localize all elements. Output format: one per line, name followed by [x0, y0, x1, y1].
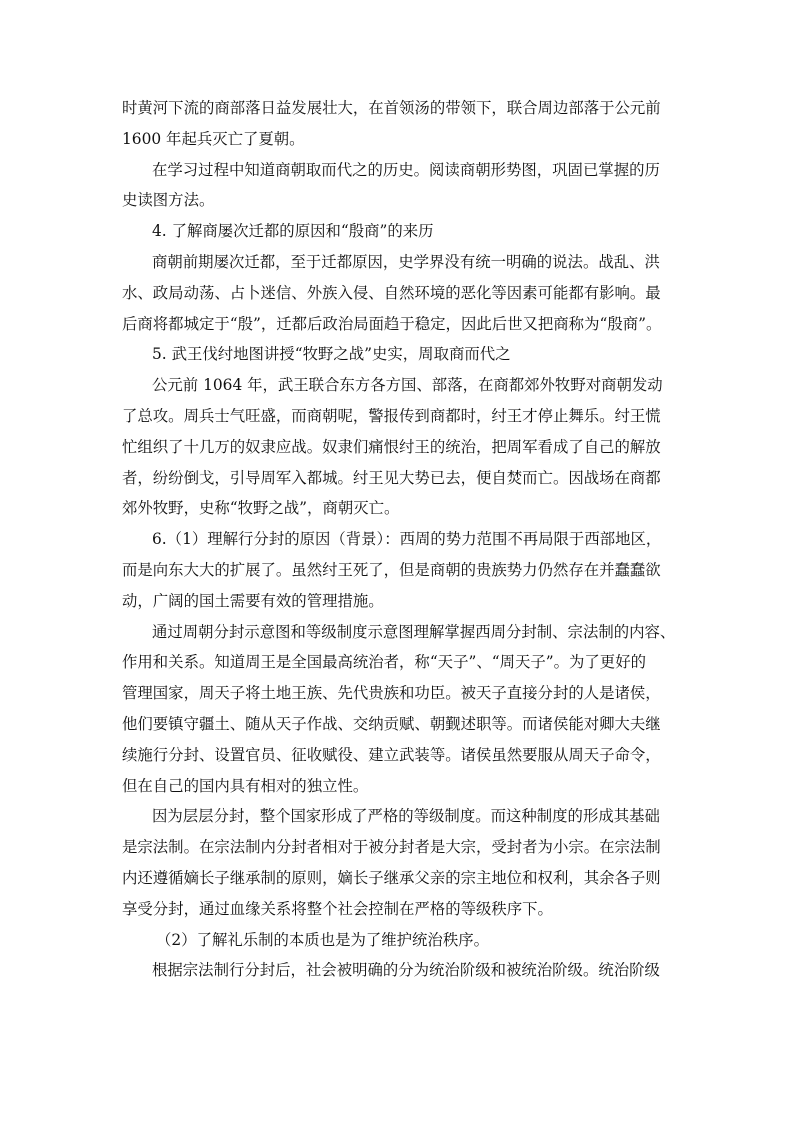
text-line: 但在自己的国内具有相对的独立性。: [122, 776, 369, 795]
text-line: 管理国家，周天子将土地王族、先代贵族和功臣。被天子直接分封的人是诸侯，: [122, 684, 661, 703]
text-line: 者，纷纷倒戈，引导周军入都城。纣王见大势已去，便自焚而亡。因战场在商都: [122, 468, 661, 487]
text-line: 享受分封，通过血缘关系将整个社会控制在严格的等级秩序下。: [122, 899, 553, 918]
text-line: 商朝前期屡次迁都，至于迁都原因，史学界没有统一明确的说法。战乱、洪: [152, 252, 660, 271]
text-line: 1600 年起兵灭亡了夏朝。: [122, 129, 305, 148]
text-line: 作用和关系。知道周王是全国最高统治者，称“天子”、“周天子”。为了更好的: [122, 653, 646, 672]
text-line: 而是向东大大的扩展了。虽然纣王死了，但是商朝的贵族势力仍然存在并蠢蠢欲: [122, 560, 661, 579]
text-line: 了总攻。周兵士气旺盛，而商朝呢，警报传到商都时，纣王才停止舞乐。纣王慌: [122, 406, 661, 425]
text-line: 内还遵循嫡长子继承制的原则，嫡长子继承父亲的宗主地位和权利，其余各子则: [122, 868, 661, 887]
text-line: 史读图方法。: [122, 191, 215, 210]
text-line: 续施行分封、设置官员、征收赋役、建立武装等。诸侯虽然要服从周天子命令，: [122, 745, 661, 764]
section-heading: 6.（1）理解行分封的原因（背景）：西周的势力范围不再局限于西部地区，: [152, 530, 662, 549]
text-line: 公元前 1064 年，武王联合东方各方国、部落，在商都郊外牧野对商朝发动: [152, 376, 663, 395]
text-line: 因为层层分封，整个国家形成了严格的等级制度。而这种制度的形成其基础: [152, 807, 660, 826]
document-body: [122, 93, 687, 986]
text-line: 是宗法制。在宗法制内分封者相对于被分封者是大宗，受封者为小宗。在宗法制: [122, 838, 661, 857]
text-line: 根据宗法制行分封后，社会被明确的分为统治阶级和被统治阶级。统治阶级: [152, 961, 660, 980]
text-line: 郊外牧野，史称“牧野之战”，商朝灭亡。: [122, 499, 400, 518]
text-line: 后商将都城定于“殷”，迁都后政治局面趋于稳定，因此后世又把商称为“殷商”。: [122, 314, 662, 333]
text-line: 动，广阔的国土需要有效的管理措施。: [122, 591, 384, 610]
section-heading: （2）了解礼乐制的本质也是为了维护统治秩序。: [156, 930, 489, 949]
text-line: 通过周朝分封示意图和等级制度示意图理解掌握西周分封制、宗法制的内容、: [152, 622, 676, 641]
text-line: 水、政局动荡、占卜迷信、外族入侵、自然环境的恶化等因素可能都有影响。最: [122, 283, 661, 302]
text-line: 在学习过程中知道商朝取而代之的历史。阅读商朝形势图，巩固已掌握的历: [152, 160, 660, 179]
text-line: 时黄河下流的商部落日益发展壮大，在首领汤的带领下，联合周边部落于公元前: [122, 99, 661, 117]
section-heading: 5. 武王伐纣地图讲授“牧野之战”史实，周取商而代之: [152, 345, 511, 364]
text-line: 他们要镇守疆土、随从天子作战、交纳贡赋、朝觐述职等。而诸侯能对卿大夫继: [122, 714, 661, 733]
section-heading: 4. 了解商屡次迁都的原因和“殷商”的来历: [152, 222, 434, 241]
text-line: 忙组织了十几万的奴隶应战。奴隶们痛恨纣王的统治，把周军看成了自己的解放: [122, 437, 661, 456]
